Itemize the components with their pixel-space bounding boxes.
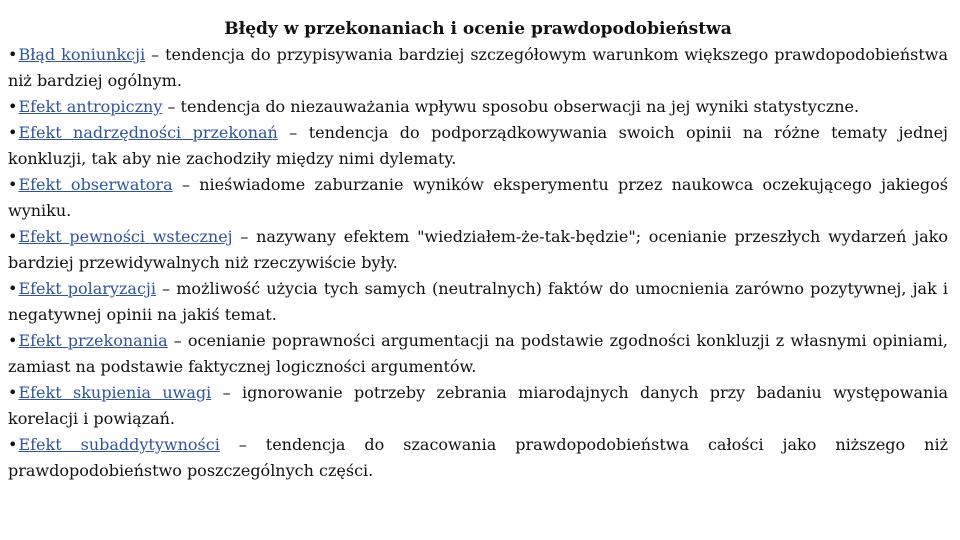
bullet: • [8,227,18,246]
bullet: • [8,279,18,298]
list-item [8,328,948,380]
bullet: • [8,45,18,64]
term-description: – tendencja do przypisywania bardziej szczegółowym warunkom większego prawdopodobieństwa niż bardziej ogólnym. [8,45,949,90]
term-description: – tendencja do niezauważania wpływu sposobu obserwacji na jej wyniki statystyczne. [162,97,860,116]
term-link[interactable]: Efekt subaddytywności [18,435,220,454]
slide-title: Błędy w przekonaniach i ocenie prawdopodobieństwa [224,19,732,39]
list-item [8,380,948,432]
list-item [8,432,948,484]
term-link[interactable]: Błąd koniunkcji [18,45,146,64]
list-item [8,42,948,94]
bullet: • [8,175,18,194]
term-link[interactable]: Efekt obserwatora [18,175,173,194]
term-description: – nieświadome zaburzanie wyników eksperymentu przez naukowca oczekującego jakiegoś wyniku. [8,175,949,220]
bullet: • [8,97,18,116]
bullet: • [8,435,18,454]
term-description: – tendencja do szacowania prawdopodobieństwa całości jako niższego niż prawdopodobieństwo poszczególnych części. [8,435,948,480]
term-description: – nazywany efektem "wiedziałem-że-tak-będzie"; ocenianie przeszłych wydarzeń jako bardziej przewidywalnych niż rzeczywiście były. [8,227,949,272]
bullet: • [8,383,18,402]
list-item [8,120,948,172]
term-link[interactable]: Efekt antropiczny [18,97,163,116]
term-description: – możliwość użycia tych samych (neutralnych) faktów do umocnienia zarówno pozytywnej, jak i negatywnej opinii na jakiś temat. [8,279,948,324]
list-item [8,224,948,276]
bullet: • [8,123,18,142]
list-item [8,172,948,224]
term-link[interactable]: Efekt pewności wstecznej [18,227,233,246]
list-item [8,94,948,120]
term-link[interactable]: Efekt nadrzędności przekonań [18,123,278,142]
list-item [8,276,948,328]
term-link[interactable]: Efekt skupienia uwagi [18,383,212,402]
term-description: – tendencja do podporządkowywania swoich opinii na różne tematy jednej konkluzji, tak aby nie zachodziły między nimi dylematy. [8,123,948,168]
bullet: • [8,331,18,350]
term-description: – ignorowanie potrzeby zebrania miarodajnych danych przy badaniu występowania korelacji i powiązań. [8,383,949,428]
bias-list [8,42,948,484]
term-link[interactable]: Efekt polaryzacji [18,279,156,298]
term-link[interactable]: Efekt przekonania [18,331,168,350]
term-description: – ocenianie poprawności argumentacji na podstawie zgodności konkluzji z własnymi opiniami, zamiast na podstawie faktycznej logiczności argumentów. [8,331,949,376]
